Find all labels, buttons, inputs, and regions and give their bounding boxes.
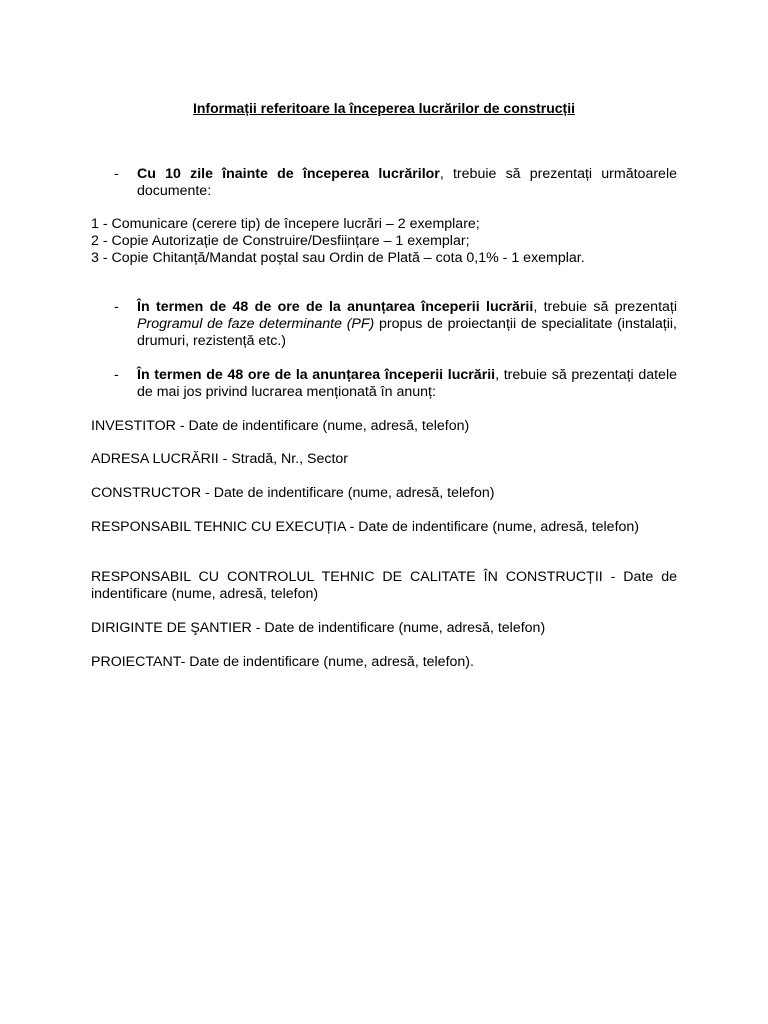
- bullet-bold-text: În termen de 48 de ore de la anunțarea începerii lucrării: [137, 299, 534, 315]
- bullet-bold-text: În termen de 48 ore de la anunțarea începerii lucrării: [137, 367, 496, 383]
- bullet-bold-text: Cu 10 zile înainte de începerea lucrărilor: [137, 166, 440, 182]
- bullet-text: [137, 367, 677, 401]
- field-adresa-lucrarii: ADRESA LUCRĂRII - Stradă, Nr., Sector: [91, 451, 349, 467]
- bullet-italic-text: Programul de faze determinante (PF): [137, 316, 375, 332]
- field-diriginte-santier: DIRIGINTE DE ŞANTIER - Date de indentificare (nume, adresă, telefon): [91, 620, 546, 636]
- field-responsabil-control-calitate: RESPONSABIL CU CONTROLUL TEHNIC DE CALITATE ÎN CONSTRUCȚII - Date de indentificare (nume, adresă, telefon): [91, 569, 677, 602]
- bullet-dash: -: [114, 166, 119, 182]
- list-item: 2 - Copie Autorizație de Construire/Desființare – 1 exemplar;: [91, 233, 470, 249]
- field-investitor: INVESTITOR - Date de indentificare (nume, adresă, telefon): [91, 418, 470, 434]
- bullet-dash: -: [114, 299, 119, 315]
- bullet-48-hours-program: [114, 299, 677, 350]
- field-responsabil-tehnic: RESPONSABIL TEHNIC CU EXECUȚIA - Date de indentificare (nume, adresă, telefon): [91, 519, 640, 535]
- bullet-rest-text: , trebuie să prezentați următoarele documente:: [137, 166, 677, 199]
- bullet-ten-days: [114, 166, 677, 200]
- required-documents-list: [91, 216, 691, 267]
- field-constructor: CONSTRUCTOR - Date de indentificare (nume, adresă, telefon): [91, 485, 495, 501]
- list-item: 1 - Comunicare (cerere tip) de începere lucrări – 2 exemplare;: [91, 216, 480, 232]
- bullet-48-hours-data: [114, 367, 677, 401]
- bullet-rest-text: , trebuie să prezentați: [533, 299, 677, 315]
- list-item: 3 - Copie Chitanță/Mandat poștal sau Ordin de Plată – cota 0,1% - 1 exemplar.: [91, 250, 585, 266]
- bullet-text: [137, 299, 677, 350]
- bullet-dash: -: [114, 367, 119, 383]
- document-title: Informații referitoare la începerea lucrărilor de construcții: [192, 100, 575, 116]
- bullet-text: [137, 166, 677, 200]
- bullet-rest-text: , trebuie să prezentați datele de mai jos privind lucrarea menționată în anunț:: [137, 367, 677, 400]
- bullet-rest-text-2: propus de proiectanții de specialitate (instalații, drumuri, rezistență etc.): [137, 316, 677, 349]
- field-proiectant: PROIECTANT- Date de indentificare (nume, adresă, telefon).: [91, 654, 474, 670]
